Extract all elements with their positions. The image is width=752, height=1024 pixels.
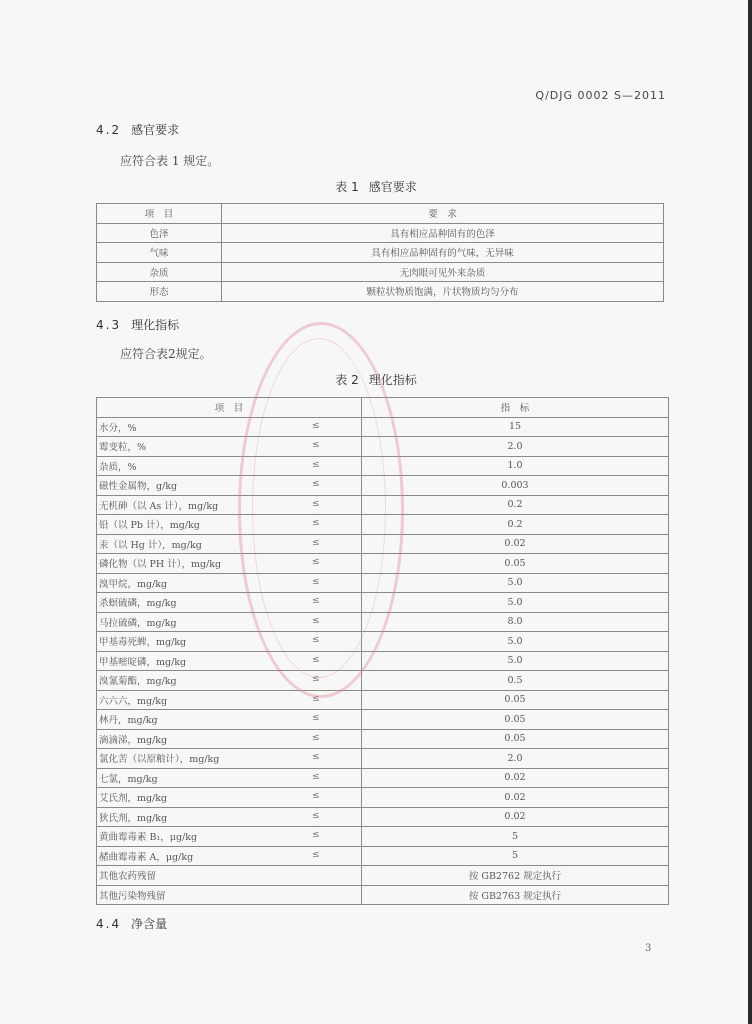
table1-title: 感官要求: [368, 180, 417, 194]
page-edge: [748, 0, 752, 1024]
item-label: 艾氏剂，mg/kg: [99, 793, 168, 805]
item-label: 赭曲霉毒素 A，μg/kg: [99, 851, 194, 863]
section-number: 4.3: [96, 318, 122, 332]
cell-value: 5.0: [362, 651, 669, 671]
item-label: 甲基毒死蜱，mg/kg: [99, 637, 187, 649]
operator-symbol: ≤: [312, 713, 320, 723]
cell-item: [97, 710, 362, 730]
operator-symbol: ≤: [312, 537, 320, 548]
cell-item: [97, 807, 362, 827]
cell-value: 0.05: [362, 554, 669, 574]
operator-symbol: ≤: [312, 557, 320, 567]
item-label: 霉变粒，%: [99, 442, 147, 454]
table2-caption: [0, 371, 752, 388]
item-label: 林丹，mg/kg: [99, 715, 158, 727]
table2-title: 理化指标: [368, 373, 417, 387]
cell-value: 0.02: [362, 807, 669, 827]
table-row: [97, 866, 669, 886]
item-label: 黄曲霉毒素 B₁，μg/kg: [99, 832, 198, 844]
table-row: [97, 612, 669, 632]
cell-item: [97, 671, 362, 691]
table-row: [97, 651, 669, 671]
cell-item: [97, 690, 362, 710]
table-row: [97, 243, 664, 263]
cell-value: 0.05: [362, 690, 669, 710]
operator-symbol: ≤: [312, 518, 320, 528]
cell-item: [97, 788, 362, 808]
table-body: [97, 417, 669, 905]
cell-item: [97, 846, 362, 866]
cell-item: [97, 885, 362, 905]
header-item: 项 目: [97, 204, 222, 224]
cell-item: [97, 632, 362, 652]
cell-item: [97, 456, 362, 476]
item-label: 杀螟硫磷，mg/kg: [99, 598, 177, 610]
operator-symbol: ≤: [312, 479, 320, 489]
table-row: [97, 282, 664, 302]
header-index: 指 标: [362, 398, 669, 418]
operator-symbol: ≤: [312, 810, 320, 821]
header-item: 项 目: [97, 398, 362, 418]
cell-requirement: 具有相应品种固有的色泽: [222, 223, 664, 243]
section-number: 4.2: [96, 123, 122, 137]
operator-symbol: ≤: [312, 615, 320, 626]
table-row: [97, 807, 669, 827]
table-row: [97, 690, 669, 710]
table1-number: 表 1: [335, 180, 359, 194]
standard-code: Q/DJG 0002 S—2011: [535, 89, 666, 102]
cell-value: 5.0: [362, 573, 669, 593]
table-row: [97, 515, 669, 535]
cell-item: [97, 515, 362, 535]
table-row: [97, 223, 664, 243]
table-row: [97, 476, 669, 496]
operator-symbol: ≤: [312, 635, 320, 645]
cell-item: [97, 593, 362, 613]
table-row: [97, 749, 669, 769]
operator-symbol: ≤: [312, 732, 320, 743]
item-label: 其他农药残留: [99, 871, 157, 883]
cell-value: 0.02: [362, 788, 669, 808]
section-number: 4.4: [96, 917, 122, 931]
cell-item: [97, 651, 362, 671]
cell-item: 气味: [97, 243, 222, 263]
section-title: 净含量: [131, 917, 168, 931]
cell-value: 0.05: [362, 729, 669, 749]
item-label: 滴滴涕，mg/kg: [99, 734, 168, 746]
cell-value: 5: [362, 846, 669, 866]
cell-item: [97, 866, 362, 886]
item-label: 溴甲烷，mg/kg: [99, 578, 168, 590]
table-row: [97, 729, 669, 749]
operator-symbol: ≤: [312, 440, 320, 450]
section-4-3-text: 应符合表2规定。: [120, 347, 212, 361]
cell-value: 5.0: [362, 593, 669, 613]
header-requirement: 要 求: [222, 204, 664, 224]
operator-symbol: ≤: [312, 498, 320, 509]
cell-item: [97, 749, 362, 769]
cell-value: 0.02: [362, 534, 669, 554]
cell-value: 0.2: [362, 495, 669, 515]
operator-symbol: ≤: [312, 791, 320, 801]
section-4-4-heading: [96, 915, 167, 932]
cell-value: 0.5: [362, 671, 669, 691]
item-label: 马拉硫磷，mg/kg: [99, 617, 177, 629]
sensory-table: [96, 203, 664, 302]
operator-symbol: ≤: [312, 693, 320, 704]
cell-item: [97, 437, 362, 457]
table-row: [97, 495, 669, 515]
page-number: 3: [645, 943, 652, 954]
cell-item: [97, 495, 362, 515]
operator-symbol: ≤: [312, 596, 320, 606]
table-row: [97, 573, 669, 593]
cell-value: 2.0: [362, 437, 669, 457]
table-row: [97, 827, 669, 847]
physicochemical-table: [96, 397, 669, 905]
table-row: [97, 671, 669, 691]
table-header-row: [97, 204, 664, 224]
cell-value: 2.0: [362, 749, 669, 769]
operator-symbol: ≤: [312, 420, 320, 431]
cell-value: 按 GB2763 规定执行: [362, 885, 669, 905]
section-4-3-heading: [96, 316, 179, 333]
item-label: 七氯，mg/kg: [99, 773, 158, 785]
cell-item: [97, 827, 362, 847]
item-label: 杂质，%: [99, 461, 137, 473]
section-title: 理化指标: [131, 318, 180, 332]
operator-symbol: ≤: [312, 849, 320, 860]
table-row: [97, 534, 669, 554]
cell-item: [97, 768, 362, 788]
item-label: 氯化苦（以原粮计），mg/kg: [99, 754, 220, 766]
table-row: [97, 554, 669, 574]
item-label: 汞（以 Hg 计），mg/kg: [99, 539, 202, 551]
cell-requirement: 颗粒状物质饱满，片状物质均匀分布: [222, 282, 664, 302]
section-4-2-heading: [96, 121, 179, 138]
table-row: [97, 437, 669, 457]
table-row: [97, 768, 669, 788]
cell-item: [97, 612, 362, 632]
cell-value: 15: [362, 417, 669, 437]
cell-value: 0.02: [362, 768, 669, 788]
cell-item: [97, 729, 362, 749]
cell-item: 形态: [97, 282, 222, 302]
operator-symbol: ≤: [312, 576, 320, 587]
cell-value: 按 GB2762 规定执行: [362, 866, 669, 886]
operator-symbol: ≤: [312, 771, 320, 782]
cell-value: 0.05: [362, 710, 669, 730]
section-title: 感官要求: [131, 123, 180, 137]
item-label: 其他污染物残留: [99, 890, 166, 902]
table-row: [97, 846, 669, 866]
cell-value: 1.0: [362, 456, 669, 476]
cell-value: 8.0: [362, 612, 669, 632]
operator-symbol: ≤: [312, 830, 320, 840]
item-label: 甲基嘧啶磷，mg/kg: [99, 656, 187, 668]
table-row: [97, 456, 669, 476]
table-row: [97, 593, 669, 613]
table1-caption: [0, 178, 752, 195]
cell-value: 0.2: [362, 515, 669, 535]
item-label: 六六六，mg/kg: [99, 695, 168, 707]
table-row: [97, 885, 669, 905]
cell-item: [97, 554, 362, 574]
cell-value: 0.003: [362, 476, 669, 496]
item-label: 无机砷（以 As 计），mg/kg: [99, 500, 219, 512]
item-label: 铅（以 Pb 计），mg/kg: [99, 520, 200, 532]
section-4-2-text: 应符合表 1 规定。: [120, 154, 220, 168]
cell-requirement: 无肉眼可见外来杂质: [222, 262, 664, 282]
item-label: 磷化物（以 PH 计），mg/kg: [99, 559, 222, 571]
table-row: [97, 262, 664, 282]
table-row: [97, 417, 669, 437]
cell-value: 5: [362, 827, 669, 847]
operator-symbol: ≤: [312, 459, 320, 470]
cell-item: 杂质: [97, 262, 222, 282]
operator-symbol: ≤: [312, 654, 320, 665]
table-header-row: [97, 398, 669, 418]
cell-value: 5.0: [362, 632, 669, 652]
cell-item: [97, 417, 362, 437]
cell-requirement: 具有相应品种固有的气味，无异味: [222, 243, 664, 263]
cell-item: [97, 534, 362, 554]
cell-item: [97, 476, 362, 496]
table-row: [97, 788, 669, 808]
cell-item: 色泽: [97, 223, 222, 243]
table-row: [97, 710, 669, 730]
cell-item: [97, 573, 362, 593]
operator-symbol: ≤: [312, 752, 320, 762]
table2-number: 表 2: [335, 373, 359, 387]
operator-symbol: ≤: [312, 674, 320, 684]
item-label: 溴氰菊酯，mg/kg: [99, 676, 177, 688]
item-label: 磁性金属物，g/kg: [99, 481, 178, 493]
item-label: 狄氏剂，mg/kg: [99, 812, 168, 824]
item-label: 水分，%: [99, 422, 137, 434]
table-row: [97, 632, 669, 652]
